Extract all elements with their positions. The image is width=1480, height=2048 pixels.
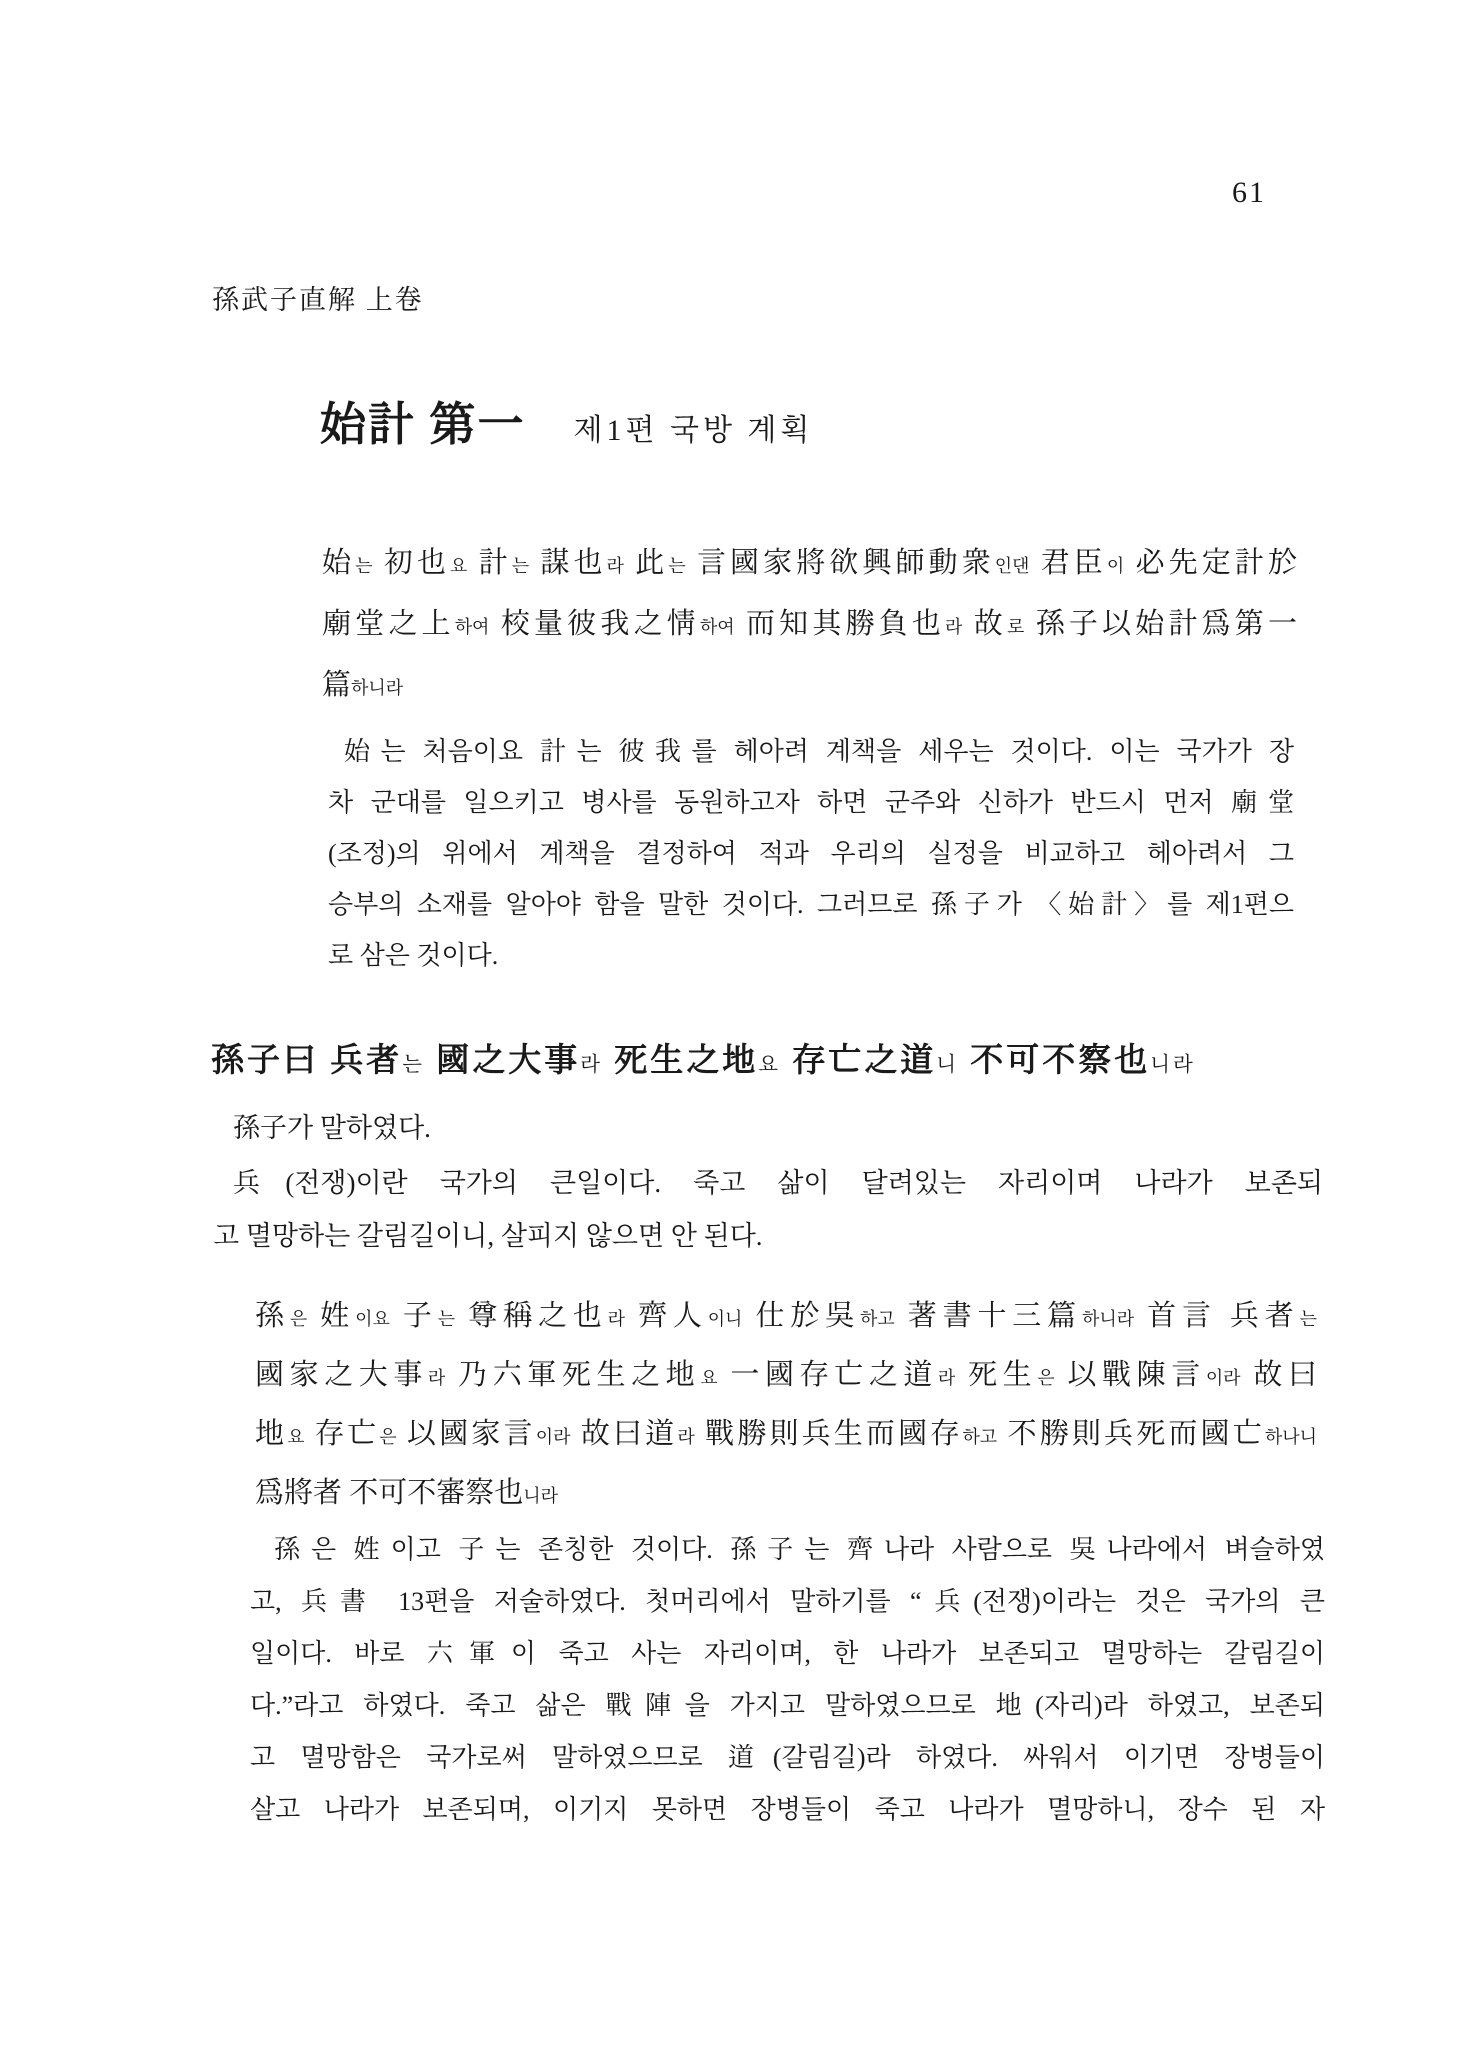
gugyeol-annotation: 는	[402, 1054, 425, 1076]
gugyeol-annotation: 라	[607, 1309, 625, 1329]
hanja-text: 廟堂之上	[322, 608, 455, 640]
hanja-text: 爲將者 不可不審察也	[255, 1477, 524, 1509]
hanja-text: 言國家將欲興師動衆	[685, 547, 995, 579]
translation-line: (조정)의 위에서 계책을 결정하여 적과 우리의 실정을 비교하고 헤아려서 그	[328, 839, 1294, 868]
gugyeol-annotation: 는	[437, 1309, 456, 1329]
korean-translation-block-a	[328, 726, 1294, 981]
gugyeol-annotation: 이니	[707, 1309, 743, 1329]
page-number: 61	[1232, 176, 1266, 209]
hanja-text: 一國存亡之道	[717, 1359, 938, 1391]
hanja-text: 計	[467, 547, 512, 579]
translation-line: 고 멸망하는 갈림길이니, 살피지 않으면 안 된다.	[213, 1221, 763, 1251]
gugyeol-annotation: 요	[700, 1368, 718, 1388]
hanja-text: 故曰	[1240, 1359, 1317, 1391]
translation-line: 일이다. 바로 六軍이 죽고 사는 자리이며, 한 나라가 보존되고 멸망하는 갈림길이	[250, 1639, 1325, 1668]
gugyeol-annotation: 로	[1006, 617, 1025, 637]
chapter-title	[320, 388, 813, 454]
gugyeol-annotation: 이	[1106, 556, 1125, 576]
hanja-text: 子	[389, 1300, 438, 1332]
hanja-text: 謀也	[529, 547, 607, 579]
hanja-text: 必先定計於	[1124, 547, 1297, 579]
hanja-text: 初也	[372, 547, 450, 579]
gugyeol-annotation: 니라	[523, 1486, 558, 1506]
gugyeol-annotation: 이라	[1205, 1368, 1241, 1388]
gugyeol-annotation: 요	[758, 1054, 781, 1076]
hanja-text: 故曰道	[570, 1418, 678, 1450]
commentary-line	[255, 1406, 1317, 1465]
gugyeol-annotation: 니라	[1150, 1054, 1196, 1076]
hanja-text: 孫子以始計爲第一	[1024, 608, 1297, 640]
gugyeol-annotation: 은	[1037, 1368, 1055, 1388]
hanja-text: 戰勝則兵生而國存	[694, 1418, 963, 1450]
gugyeol-annotation: 라	[945, 617, 963, 637]
korean-translation-block-b	[213, 1157, 1323, 1263]
hanja-text: 篇	[322, 669, 352, 701]
commentary-line	[255, 1347, 1317, 1406]
gugyeol-annotation: 하여	[454, 617, 490, 637]
gugyeol-annotation: 는	[355, 556, 373, 576]
gugyeol-annotation: 라	[427, 1368, 446, 1388]
gugyeol-annotation: 하니라	[351, 678, 404, 698]
gugyeol-annotation: 라	[677, 1427, 695, 1447]
commentary-line	[322, 656, 1297, 717]
translation-line: 승부의 소재를 알아야 함을 말한 것이다. 그러므로 孫子가 〈始計〉를 제1편으	[328, 890, 1294, 919]
gugyeol-annotation: 하고	[860, 1309, 895, 1329]
gugyeol-annotation: 하고	[962, 1427, 998, 1447]
translation-line: 차 군대를 일으키고 병사를 동원하고자 하면 군주와 신하가 반드시 먼저 廟堂	[328, 788, 1294, 817]
chapter-title-korean: 제1편 국방 계획	[573, 414, 814, 447]
chapter-title-hanja: 始計 第一	[320, 399, 526, 450]
hanja-text: 國之大事	[425, 1043, 581, 1079]
commentary-line	[255, 1288, 1317, 1347]
hanja-text: 著書十三篇	[894, 1300, 1082, 1332]
hanja-text: 死生之地	[603, 1043, 759, 1079]
hanja-text: 地	[255, 1418, 288, 1450]
translation-line: 孫子가 말하였다.	[233, 1113, 431, 1143]
hanja-text: 仕於吳	[742, 1300, 860, 1332]
classical-commentary-block-b	[255, 1288, 1317, 1524]
gugyeol-annotation: 는	[511, 556, 530, 576]
gugyeol-annotation: 이요	[355, 1309, 390, 1329]
main-text-verse	[211, 1041, 1326, 1085]
hanja-text: 此	[623, 547, 669, 579]
hanja-text: 孫	[255, 1300, 290, 1332]
translation-line: 다.”라고 하였다. 죽고 삶은 戰陣을 가지고 말하였으므로 地(자리)라 하였고, 보존되	[250, 1691, 1325, 1720]
gugyeol-annotation: 라	[606, 556, 624, 576]
hanja-text: 不勝則兵死而國亡	[997, 1418, 1265, 1450]
gugyeol-annotation: 니	[936, 1054, 959, 1076]
translation-line: 孫은 姓이고 子는 존칭한 것이다. 孫子는 齊나라 사람으로 吳나라에서 벼슬하였	[274, 1535, 1325, 1564]
hanja-text: 存亡之道	[781, 1043, 937, 1079]
gugyeol-annotation: 하니라	[1081, 1309, 1135, 1329]
hanja-text: 不可不察也	[959, 1043, 1151, 1079]
korean-translation-block-c	[250, 1524, 1325, 1836]
gugyeol-annotation: 라	[580, 1054, 603, 1076]
gugyeol-annotation: 은	[379, 1427, 397, 1447]
hanja-text: 尊稱之也	[455, 1300, 608, 1332]
gugyeol-annotation: 는	[668, 556, 686, 576]
hanja-text: 死生	[955, 1359, 1038, 1391]
translation-line: 살고 나라가 보존되며, 이기지 못하면 장병들이 죽고 나라가 멸망하니, 장수 된 자	[250, 1795, 1325, 1824]
hanja-text: 國家之大事	[255, 1359, 428, 1391]
gugyeol-annotation: 이라	[535, 1427, 571, 1447]
translation-line: 고, 兵書 13편을 저술하였다. 첫머리에서 말하기를 “兵(전쟁)이라는 것은 국가의 큰	[250, 1587, 1325, 1616]
hanja-text: 以戰陳言	[1054, 1359, 1206, 1391]
verse-line	[211, 1041, 1326, 1085]
hanja-text: 齊人	[624, 1300, 708, 1332]
hanja-text: 而知其勝負也	[734, 608, 946, 640]
translation-line: 고 멸망함은 국가로써 말하였으므로 道(갈림길)라 하였다. 싸워서 이기면 장병들이	[250, 1743, 1325, 1772]
translation-line: 로 삼은 것이다.	[328, 941, 499, 970]
hanja-text: 以國家言	[396, 1418, 536, 1450]
gugyeol-annotation: 은	[289, 1309, 308, 1329]
commentary-line	[322, 534, 1297, 595]
translation-line: 始는 처음이요 計는 彼我를 헤아려 계책을 세우는 것이다. 이는 국가가 장	[344, 737, 1294, 766]
hanja-text: 君臣	[1029, 547, 1107, 579]
gugyeol-annotation: 하나니	[1264, 1427, 1317, 1447]
hanja-text: 孫子曰 兵者	[211, 1043, 403, 1079]
hanja-text: 乃六軍死生之地	[445, 1359, 701, 1391]
gugyeol-annotation: 는	[1299, 1309, 1317, 1329]
hanja-text: 姓	[307, 1300, 356, 1332]
hanja-text: 首言 兵者	[1134, 1300, 1300, 1332]
gugyeol-annotation: 라	[937, 1368, 956, 1388]
hanja-text: 故	[962, 608, 1007, 640]
gugyeol-annotation: 요	[449, 556, 468, 576]
hanja-text: 始	[322, 547, 356, 579]
gugyeol-annotation: 인댄	[994, 556, 1030, 576]
commentary-line	[322, 595, 1297, 656]
korean-translation-block-b-intro	[213, 1110, 1323, 1146]
hanja-text: 存亡	[304, 1418, 380, 1450]
running-header: 孫武子直解 上卷	[212, 285, 424, 315]
hanja-text: 校量彼我之情	[489, 608, 700, 640]
classical-commentary-block-a	[322, 534, 1297, 717]
translation-line: 兵(전쟁)이란 국가의 큰일이다. 죽고 삶이 달려있는 자리이며 나라가 보존되	[233, 1168, 1323, 1198]
commentary-line	[255, 1465, 1317, 1524]
gugyeol-annotation: 요	[287, 1427, 305, 1447]
gugyeol-annotation: 하여	[699, 617, 735, 637]
